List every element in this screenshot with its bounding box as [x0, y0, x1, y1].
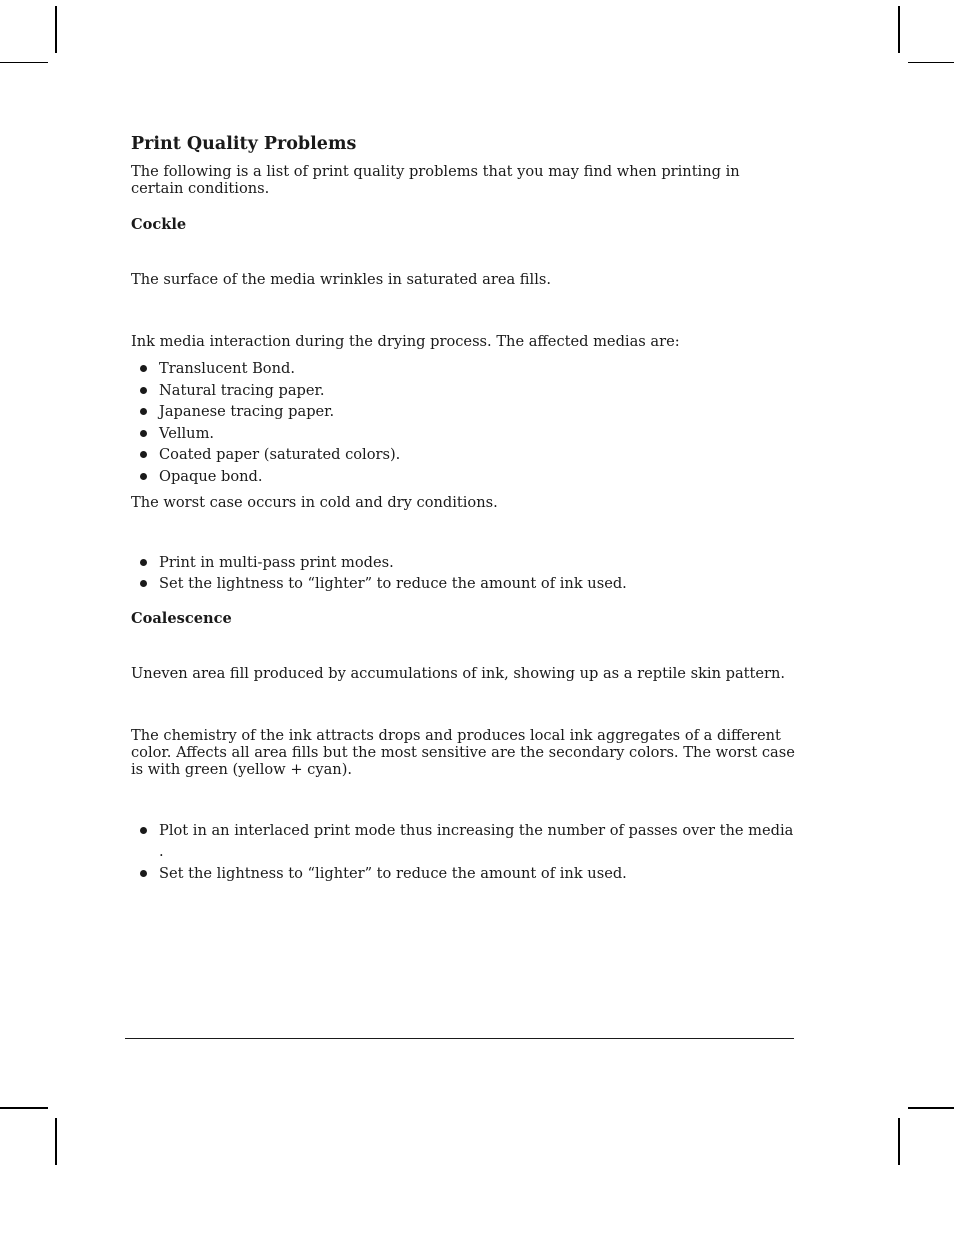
cockle-note: The worst case occurs in cold and dry conditions. [131, 493, 498, 511]
crop-mark-bottom-right-vertical [898, 1118, 900, 1165]
crop-mark-bottom-left-horizontal [0, 1107, 48, 1109]
list-item: Vellum. [131, 423, 795, 445]
list-item: Set the lightness to “lighter” to reduce the amount of ink used. [131, 573, 795, 595]
list-item: Translucent Bond. [131, 358, 795, 380]
crop-mark-top-left-vertical [55, 6, 57, 53]
list-item: Natural tracing paper. [131, 380, 795, 402]
crop-mark-top-right-horizontal [908, 62, 954, 63]
list-item: Coated paper (saturated colors). [131, 444, 795, 466]
list-item: Print in multi-pass print modes. [131, 552, 795, 574]
list-item: Plot in an interlaced print mode thus increasing the number of passes over the media . [131, 820, 795, 863]
page-title: Print Quality Problems [131, 134, 357, 154]
list-item: Set the lightness to “lighter” to reduce the amount of ink used. [131, 863, 795, 885]
cockle-description: The surface of the media wrinkles in saturated area fills. [131, 271, 551, 288]
page-content [131, 134, 795, 885]
intro-paragraph: The following is a list of print quality problems that you may find when printing in certain conditions. [131, 163, 740, 197]
crop-mark-top-left-horizontal [0, 62, 48, 63]
cockle-cause: Ink media interaction during the drying process. The affected medias are: [131, 333, 680, 350]
list-item: Japanese tracing paper. [131, 401, 795, 423]
list-item: Opaque bond. [131, 466, 795, 488]
coalescence-cause: The chemistry of the ink attracts drops and produces local ink aggregates of a different color. Affects all area fills but the most sensitive are the secondary colors. The worst case is with green (yellow + cyan). [131, 726, 795, 778]
coalescence-solutions-list [131, 820, 795, 885]
crop-mark-bottom-right-horizontal [908, 1107, 954, 1109]
cockle-affected-media-list [131, 358, 795, 488]
crop-mark-bottom-left-vertical [55, 1118, 57, 1165]
section-heading-cockle: Cockle [131, 216, 187, 233]
cockle-solutions-list [131, 552, 795, 595]
coalescence-description: Uneven area fill produced by accumulations of ink, showing up as a reptile skin pattern. [131, 664, 786, 682]
crop-mark-top-right-vertical [898, 6, 900, 53]
footer-rule [125, 1038, 794, 1039]
section-heading-coalescence: Coalescence [131, 609, 232, 627]
